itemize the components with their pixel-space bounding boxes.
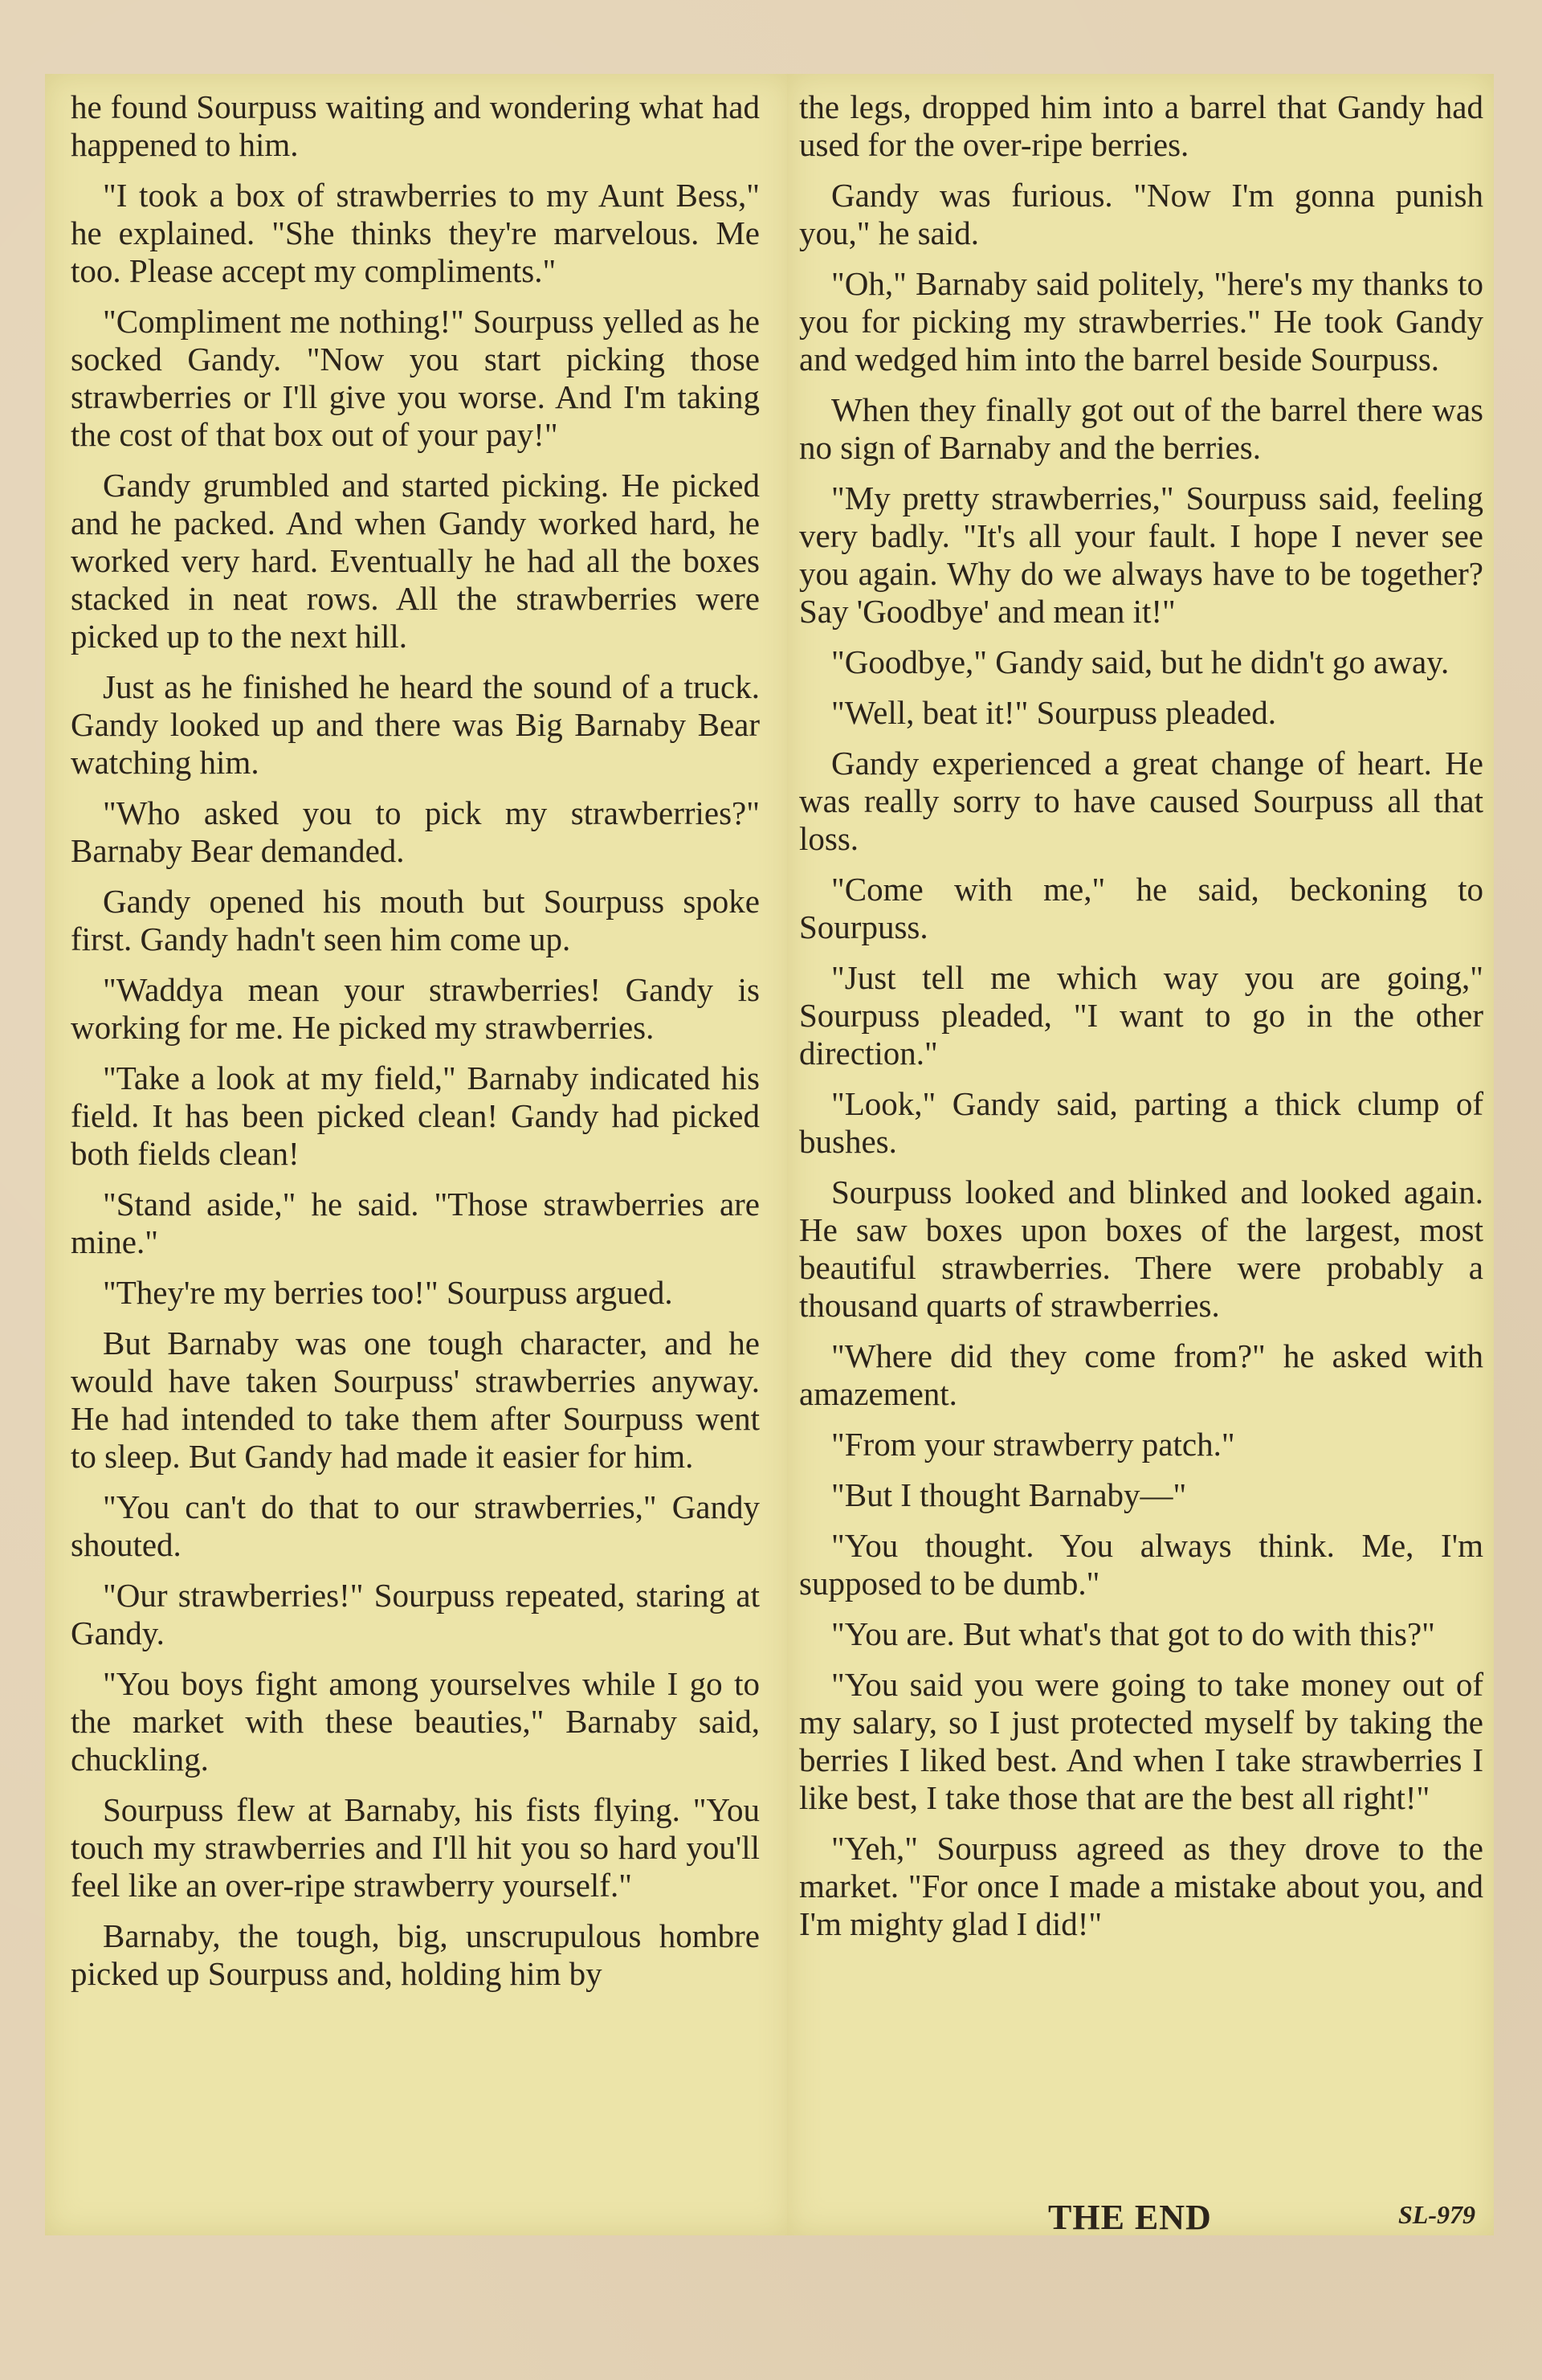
story-paragraph: "But I thought Barnaby—" — [831, 1476, 1187, 1513]
story-paragraph: Gandy experienced a great change of heart. He was really sorry to have caused Sourpuss all that loss. — [799, 745, 1483, 857]
story-paragraph: "You are. But what's that got to do with this?" — [831, 1615, 1435, 1652]
story-paragraph: Just as he finished he heard the sound of a truck. Gandy looked up and there was Big Barnaby Bear watching him. — [71, 668, 760, 781]
story-paragraph: "Oh," Barnaby said politely, "here's my thanks to you for picking my strawberries." He took Gandy and wedged him into the barrel beside Sourpuss. — [799, 265, 1483, 378]
story-paragraph: Gandy grumbled and started picking. He picked and he packed. And when Gandy worked hard, he worked very hard. Eventually he had all the boxes stacked in neat rows. All the strawberries were picked up to the next hill. — [71, 467, 760, 655]
story-paragraph: Gandy was furious. "Now I'm gonna punish you," he said. — [799, 177, 1483, 251]
story-paragraph: "They're my berries too!" Sourpuss argued. — [103, 1274, 673, 1311]
story-paragraph: "I took a box of strawberries to my Aunt Bess," he explained. "She thinks they're marvelous. Me too. Please accept my compliments." — [71, 177, 760, 289]
story-paragraph: "You thought. You always think. Me, I'm supposed to be dumb." — [799, 1527, 1483, 1602]
story-paragraph: "Take a look at my field," Barnaby indicated his field. It has been picked clean! Gandy had picked both fields clean! — [71, 1059, 760, 1172]
story-paragraph: "Goodbye," Gandy said, but he didn't go away. — [831, 643, 1450, 680]
story-paragraph: "Yeh," Sourpuss agreed as they drove to the market. "For once I made a mistake about you, and I'm mighty glad I did!" — [799, 1830, 1483, 1942]
the-end-label: THE END — [1048, 2198, 1212, 2237]
story-paragraph: "Waddya mean your strawberries! Gandy is working for me. He picked my strawberries. — [71, 971, 760, 1046]
story-footer — [799, 2197, 1483, 2245]
story-paragraph: "You can't do that to our strawberries," Gandy shouted. — [71, 1488, 760, 1563]
story-paragraph: But Barnaby was one tough character, and he would have taken Sourpuss' strawberries anyway. He had intended to take them after Sourpuss went to sleep. But Gandy had made it easier for him. — [71, 1325, 760, 1475]
left-text-column — [71, 88, 760, 2006]
story-paragraph: "Well, beat it!" Sourpuss pleaded. — [831, 694, 1276, 731]
story-paragraph: "Who asked you to pick my strawberries?" Barnaby Bear demanded. — [71, 794, 760, 869]
story-paragraph: he found Sourpuss waiting and wondering what had happened to him. — [71, 88, 760, 163]
story-paragraph: Sourpuss flew at Barnaby, his fists flying. "You touch my strawberries and I'll hit you so hard you'll feel like an over-ripe strawberry yourself." — [71, 1791, 760, 1904]
story-paragraph: "Look," Gandy said, parting a thick clump of bushes. — [799, 1085, 1483, 1160]
story-paragraph: "Where did they come from?" he asked with amazement. — [799, 1337, 1483, 1412]
story-paragraph: "My pretty strawberries," Sourpuss said, feeling very badly. "It's all your fault. I hope I never see you again. Why do we always have to be together? Say 'Goodbye' and mean it!" — [799, 480, 1483, 630]
story-paragraph: "You boys fight among yourselves while I go to the market with these beauties," Barnaby said, chuckling. — [71, 1665, 760, 1778]
story-paragraph: "Come with me," he said, beckoning to Sourpuss. — [799, 871, 1483, 945]
right-text-column — [799, 88, 1483, 1956]
story-paragraph: "Our strawberries!" Sourpuss repeated, staring at Gandy. — [71, 1577, 760, 1651]
story-paragraph: "Compliment me nothing!" Sourpuss yelled as he socked Gandy. "Now you start picking those strawberries or I'll give you worse. And I'm taking the cost of that box out of your pay!" — [71, 303, 760, 453]
story-paragraph: Barnaby, the tough, big, unscrupulous hombre picked up Sourpuss and, holding him by — [71, 1917, 760, 1992]
story-paragraph: "You said you were going to take money out of my salary, so I just protected myself by taking the berries I liked best. And when I take strawberries I like best, I take those that are the best all right!" — [799, 1666, 1483, 1816]
story-paragraph: "Stand aside," he said. "Those strawberries are mine." — [71, 1186, 760, 1260]
story-paragraph: Gandy opened his mouth but Sourpuss spoke first. Gandy hadn't seen him come up. — [71, 883, 760, 957]
story-paragraph: When they finally got out of the barrel there was no sign of Barnaby and the berries. — [799, 391, 1483, 466]
story-paragraph: Sourpuss looked and blinked and looked again. He saw boxes upon boxes of the largest, most beautiful strawberries. There were probably a thousand quarts of strawberries. — [799, 1174, 1483, 1324]
story-paragraph: "From your strawberry patch." — [831, 1426, 1235, 1463]
story-paragraph: "Just tell me which way you are going," Sourpuss pleaded, "I want to go in the other direction." — [799, 959, 1483, 1072]
page-code: SL-979 — [1398, 2200, 1475, 2229]
story-paragraph: the legs, dropped him into a barrel that Gandy had used for the over-ripe berries. — [799, 88, 1483, 163]
